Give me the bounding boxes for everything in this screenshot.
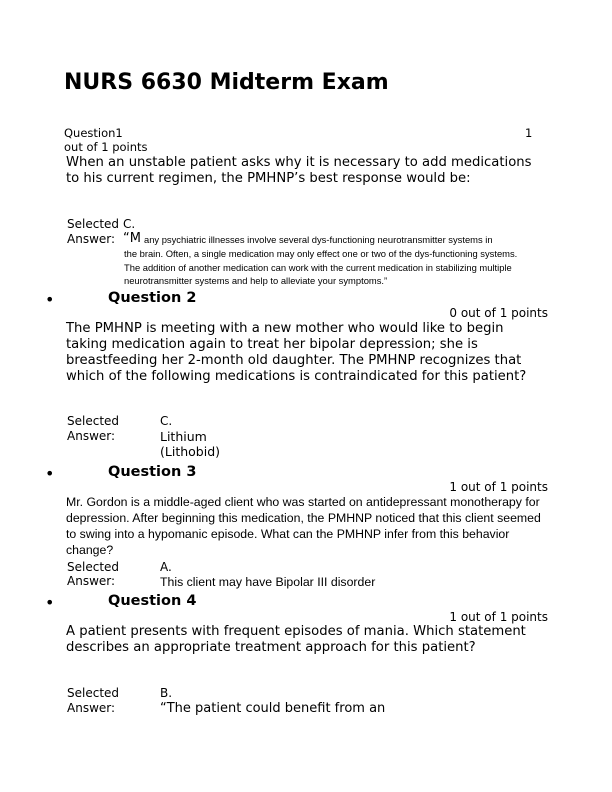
question-2-heading: Question 2 bbox=[108, 290, 197, 306]
question-4-points: 1 out of 1 points bbox=[449, 610, 548, 624]
question-4-bullet: • bbox=[45, 593, 55, 612]
question-3-selected-label: Selected bbox=[67, 560, 120, 574]
question-3-bullet: • bbox=[45, 464, 55, 483]
question-3-points: 1 out of 1 points bbox=[449, 480, 548, 494]
question-1-points-value: 1 bbox=[525, 126, 533, 140]
question-1-answer-label: Answer: bbox=[67, 232, 116, 246]
question-1-choice: C. bbox=[123, 217, 136, 231]
question-1-answer-first-line: any psychiatric illnesses involve several dys-functioning neurotransmitter systems in bbox=[144, 234, 493, 245]
question-4-heading: Question 4 bbox=[108, 593, 197, 609]
page-title: NURS 6630 Midterm Exam bbox=[64, 70, 389, 95]
question-1-label: Question1 bbox=[64, 126, 123, 140]
question-4-selected-label: Selected bbox=[67, 686, 120, 700]
question-4-text: A patient presents with frequent episodes of mania. Which statement describes an appropriate treatment approach for this patient? bbox=[66, 624, 526, 655]
question-4-choice: B. bbox=[160, 686, 173, 700]
question-2-selected-label: Selected bbox=[67, 414, 120, 428]
question-3-choice: A. bbox=[160, 560, 172, 574]
question-2-answer-label: Answer: bbox=[67, 429, 116, 443]
question-4-answer-label: Answer: bbox=[67, 701, 116, 715]
question-3-text: Mr. Gordon is a middle-aged client who was started on antidepressant monotherapy for depression. After beginning this medication, the PMHNP noticed that this client seemed to swing into a hypomanic episode. What can the PMHNP infer from this behavior change? bbox=[66, 495, 541, 557]
question-3-heading: Question 3 bbox=[108, 464, 197, 480]
question-2-answer: Lithium (Lithobid) bbox=[160, 429, 221, 459]
question-3-answer: This client may have Bipolar III disorder bbox=[160, 575, 376, 589]
question-2-bullet: • bbox=[45, 290, 55, 309]
question-1-answer-open: “M bbox=[123, 231, 141, 246]
question-1-answer-text: the brain. Often, a single medication may only effect one or two of the dys-functioning systems. The addition of another medication can work with the current medication in stabilizing multiple neurotransmitter systems and help to alleviate your symptoms.” bbox=[124, 248, 518, 286]
question-3-answer-label: Answer: bbox=[67, 574, 116, 588]
question-1-text: When an unstable patient asks why it is necessary to add medications to his current regimen, the PMHNP’s best response would be: bbox=[66, 155, 532, 186]
question-2-text: The PMHNP is meeting with a new mother who would like to begin taking medication again to treat her bipolar depression; she is breastfeeding her 2-month old daughter. The PMHNP recognizes that which of the following medications is contraindicated for this patient? bbox=[66, 321, 527, 384]
question-2-choice: C. bbox=[160, 414, 173, 428]
question-2-points: 0 out of 1 points bbox=[449, 306, 548, 320]
question-1-points: out of 1 points bbox=[64, 140, 148, 154]
question-4-answer: “The patient could benefit from an bbox=[160, 701, 386, 716]
question-1-selected-label: Selected bbox=[67, 217, 120, 231]
